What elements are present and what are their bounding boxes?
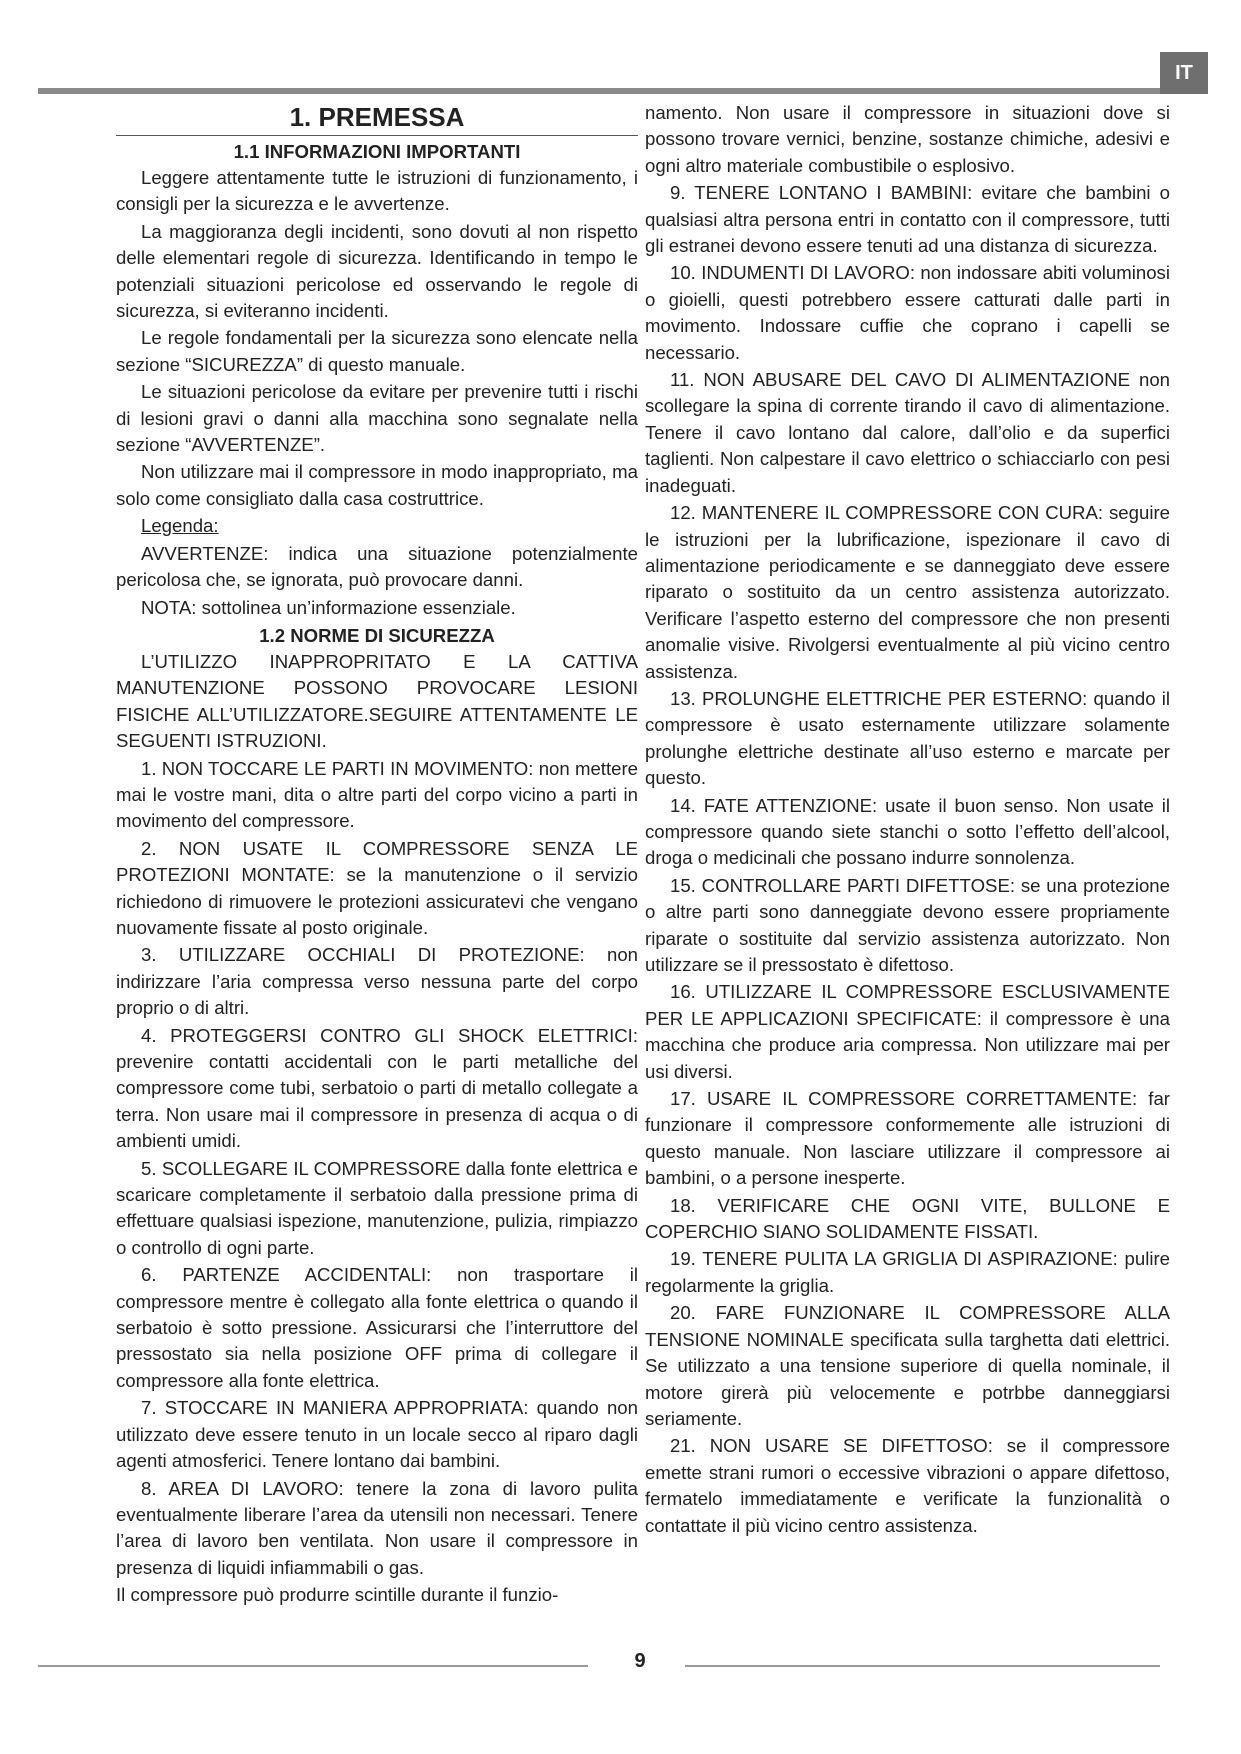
legend-label: Legenda: (141, 515, 219, 537)
rule-item: 10. INDUMENTI DI LAVORO: non indossare abiti voluminosi o gioielli, questi potrebbero essere catturati dalle parti in movimento. Indossare cuffie che coprano i capelli se necessario. (645, 262, 1170, 363)
subsection-title-safety-rules: 1.2 NORME DI SICUREZZA (259, 624, 495, 646)
rule-item: 16. UTILIZZARE IL COMPRESSORE ESCLUSIVAMENTE PER LE APPLICAZIONI SPECIFICATE: il compressore è una macchina che produce aria compressa. Non utilizzare mai per usi diversi. (645, 981, 1170, 1082)
subsection-title-important-info: 1.1 INFORMAZIONI IMPORTANTI (233, 141, 521, 162)
paragraph: Le situazioni pericolose da evitare per prevenire tutti i rischi di lesioni gravi o danni alla macchina sono segnalate nella sezione “AVVERTENZE”. (116, 381, 638, 456)
right-column (645, 100, 1170, 1540)
paragraph: AVVERTENZE: indica una situazione potenzialmente pericolosa che, se ignorata, può provocare danni. (116, 542, 638, 591)
paragraph: L’UTILIZZO INAPPROPRITATO E LA CATTIVA MANUTENZIONE POSSONO PROVOCARE LESIONI FISICHE ALL’UTILIZZATORE.SEGUIRE ATTENTAMENTE LE SEGUENTI ISTRUZIONI. (116, 650, 638, 752)
paragraph: Non utilizzare mai il compressore in modo inappropriato, ma solo come consigliato dalla casa costruttrice. (116, 461, 638, 509)
paragraph: La maggioranza degli incidenti, sono dovuti al non rispetto delle elementari regole di sicurezza. Identificando in tempo le potenziali situazioni pericolose ed osservando le regole di sicurezza, si eviteranno incidenti. (116, 220, 638, 322)
rule-item: 14. FATE ATTENZIONE: usate il buon senso. Non usate il compressore quando siete stanchi o sotto l’effetto dell’alcool, droga o medicinali che possano indurre sonnolenza. (645, 794, 1170, 869)
rule-item: 8. AREA DI LAVORO: tenere la zona di lavoro pulita eventualmente liberare l’area da utensili non necessari. Tenere l’area di lavoro ben ventilata. Non usare il compressore in presenza di liquidi infiammabili o gas. (116, 1477, 638, 1578)
rule-item: 19. TENERE PULITA LA GRIGLIA DI ASPIRAZIONE: pulire regolarmente la griglia. (645, 1248, 1170, 1296)
language-badge: IT (1160, 52, 1208, 94)
rule-item: 9. TENERE LONTANO I BAMBINI: evitare che bambini o qualsiasi altra persona entri in contatto con il compressore, tutti gli estranei devono essere tenuti ad una distanza di sicurezza. (645, 182, 1170, 257)
rule-item: 20. FARE FUNZIONARE IL COMPRESSORE ALLA TENSIONE NOMINALE specificata sulla targhetta dati elettrici. Se utilizzato a una tensione superiore di quella nominale, il motore girerà più velocemente e potrbbe danneggiarsi seriamente. (645, 1302, 1170, 1429)
rule-item-continuation: Il compressore può produrre scintille durante il funzio- (116, 1584, 559, 1606)
rule-item: 21. NON USARE SE DIFETTOSO: se il compressore emette strani rumori o eccessive vibrazioni o appare difettoso, fermatelo immediatamente e verificate la funzionalità o contattate il più vicino centro assistenza. (645, 1435, 1170, 1536)
rule-item: 11. NON ABUSARE DEL CAVO DI ALIMENTAZIONE non scollegare la spina di corrente tirando il cavo di alimentazione. Tenere il cavo lontano dal calore, dall’olio e da superfici taglienti. Non calpestare il cavo elettrico o schiacciarlo con pesi inadeguati. (645, 369, 1170, 496)
rule-item: 3. UTILIZZARE OCCHIALI DI PROTEZIONE: non indirizzare l’aria compressa verso nessuna parte del corpo proprio o di altri. (116, 944, 638, 1019)
rule-item: 5. SCOLLEGARE IL COMPRESSORE dalla fonte elettrica e scaricare completamente il serbatoio dalla pressione prima di effettuare qualsiasi ispezione, manutenzione, pulizia, rimpiazzo o controllo di ogni parte. (116, 1157, 638, 1258)
rule-item: 18. VERIFICARE CHE OGNI VITE, BULLONE E COPERCHIO SIANO SOLIDAMENTE FISSATI. (645, 1194, 1170, 1243)
rule-item-continuation: namento. Non usare il compressore in situazioni dove si possono trovare vernici, benzine, sostanze chimiche, adesivi e ogni altro materiale combustibile o esplosivo. (645, 102, 1170, 176)
paragraph: Le regole fondamentali per la sicurezza sono elencate nella sezione “SICUREZZA” di questo manuale. (116, 327, 638, 375)
paragraph: Leggere attentamente tutte le istruzioni di funzionamento, i consigli per la sicurezza e le avvertenze. (116, 167, 638, 215)
rule-item: 13. PROLUNGHE ELETTRICHE PER ESTERNO: quando il compressore è usato esternamente utilizzare solamente prolunghe elettriche destinate all’uso esterno e marcate per questo. (645, 687, 1170, 789)
header-rule (38, 88, 1208, 94)
footer-rule-left (38, 1665, 588, 1667)
rule-item: 15. CONTROLLARE PARTI DIFETTOSE: se una protezione o altre parti sono danneggiate devono essere propriamente riparate o sostituite dal servizio assistenza autorizzato. Non utilizzare se il pressostato è difettoso. (645, 874, 1170, 975)
footer-rule-right (685, 1665, 1160, 1667)
paragraph: NOTA: sottolinea un’informazione essenziale. (141, 596, 516, 618)
rule-item: 1. NON TOCCARE LE PARTI IN MOVIMENTO: non mettere mai le vostre mani, dita o altre parti del corpo vicino a parti in movimento del compressore. (116, 757, 638, 832)
title-divider (116, 135, 638, 136)
left-column (116, 100, 638, 1610)
rule-item: 12. MANTENERE IL COMPRESSORE CON CURA: seguire le istruzioni per la lubrificazione, ispezionare il cavo di alimentazione periodicamente e se danneggiato deve essere riparato o sostituito da un centro assistenza autorizzato. Verificare l’aspetto esterno del compressore che non presenti anomalie visive. Rivolgersi eventualmente al più vicino centro assistenza. (645, 502, 1170, 682)
rule-item: 4. PROTEGGERSI CONTRO GLI SHOCK ELETTRICI: prevenire contatti accidentali con le parti metalliche del compressore come tubi, serbatoio o parti di metallo collegate a terra. Non usare mai il compressore in presenza di acqua o di ambienti umidi. (116, 1024, 638, 1152)
page-number: 9 (634, 1650, 646, 1672)
rule-item: 7. STOCCARE IN MANIERA APPROPRIATA: quando non utilizzato deve essere tenuto in un locale secco al riparo dagli agenti atmosferici. Tenere lontano dai bambini. (116, 1397, 638, 1472)
section-title: 1. PREMESSA (289, 102, 465, 132)
rule-item: 2. NON USATE IL COMPRESSORE SENZA LE PROTEZIONI MONTATE: se la manutenzione o il servizio richiedono di rimuovere le protezioni assicuratevi che vengano nuovamente fissate al posto originale. (116, 837, 638, 938)
rule-item: 6. PARTENZE ACCIDENTALI: non trasportare il compressore mentre è collegato alla fonte elettrica o quando il serbatoio è sotto pressione. Assicurarsi che l’interruttore del pressostato sia nella posizione OFF prima di collegare il compressore alla fonte elettrica. (116, 1264, 638, 1391)
rule-item: 17. USARE IL COMPRESSORE CORRETTAMENTE: far funzionare il compressore conformemente alle istruzioni di questo manuale. Non lasciare utilizzare il compressore ai bambini, o a persone inesperte. (645, 1088, 1170, 1189)
